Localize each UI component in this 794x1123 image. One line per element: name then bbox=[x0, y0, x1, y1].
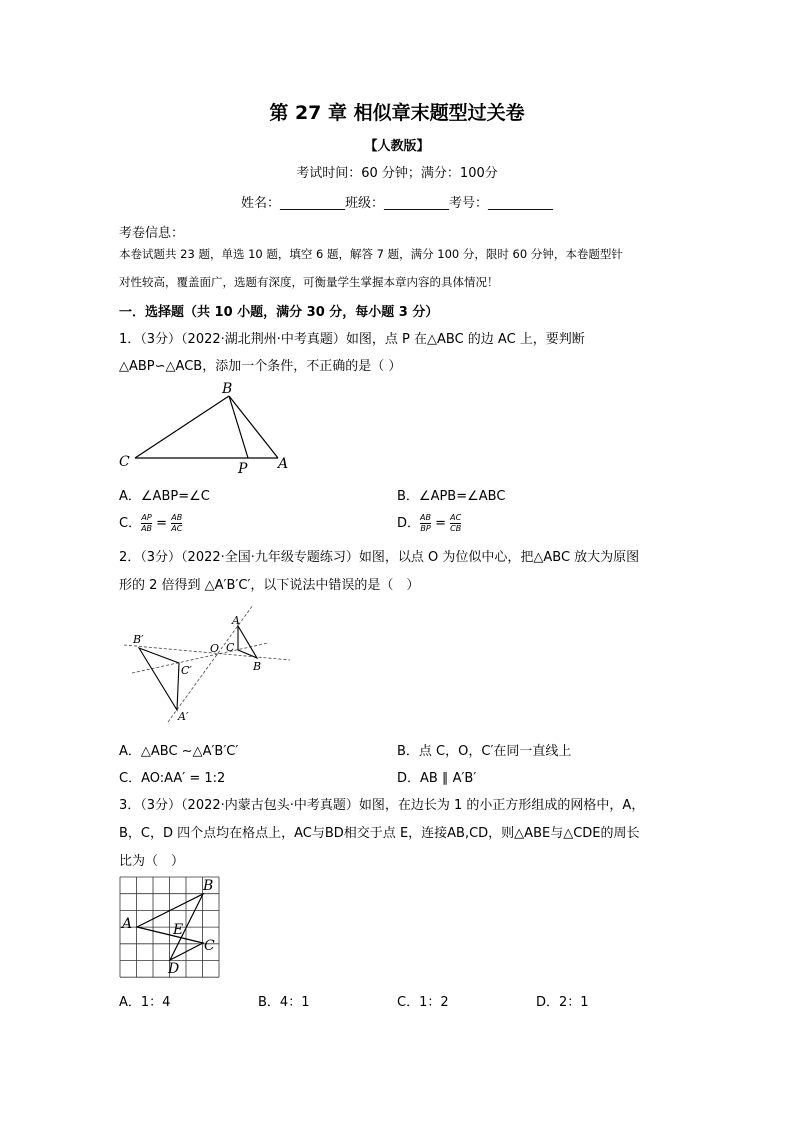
q2-label: B′ bbox=[133, 633, 144, 646]
fraction: $\frac{AC}{CB}$ bbox=[450, 513, 462, 533]
question-1-text: 1．（3分）（2022·湖北荆州·中考真题）如图，点 P 在△ABC 的边 AC 上，要判断 bbox=[119, 332, 585, 347]
question-2-text: 2．（3分）（2022·全国·九年级专题练习）如图，以点 O 为位似中心，把△ABC 放大为原图 bbox=[119, 550, 640, 565]
q3-option-b[interactable]: B．4：1 bbox=[258, 995, 310, 1010]
q1-label: C bbox=[119, 454, 130, 470]
q2-option-c[interactable]: C．AO:AA′ = 1:2 bbox=[119, 771, 226, 786]
q2-label: A bbox=[232, 614, 240, 627]
q2-label: C′ bbox=[181, 664, 192, 677]
q2-label: B bbox=[253, 660, 262, 673]
q1-label: A bbox=[278, 456, 289, 472]
info-line: 本卷试题共 23 题，单选 10 题，填空 6 题，解答 7 题，满分 100 分，限时 60 分钟，本卷题型针 bbox=[119, 247, 623, 261]
q2-label: C bbox=[226, 641, 235, 654]
q2-option-b[interactable]: B．点 C，O，C′在同一直线上 bbox=[397, 744, 572, 759]
q1-option-a[interactable]: A．∠ABP=∠C bbox=[119, 489, 210, 504]
question-3-text: B，C，D 四个点均在格点上，AC与BD相交于点 E，连接AB,CD，则△ABE与△CDE的周长 bbox=[119, 826, 640, 841]
page-title: 第 27 章 相似章末题型过关卷 bbox=[269, 102, 525, 124]
q3-label: C bbox=[204, 938, 215, 954]
q3-label: E bbox=[173, 922, 184, 938]
option-label: D． bbox=[397, 516, 421, 531]
q3-label: B bbox=[203, 878, 214, 894]
section-heading: 一．选择题（共 10 小题，满分 30 分，每小题 3 分） bbox=[119, 305, 439, 320]
info-line: 对性较高，覆盖面广，选题有深度，可衡量学生掌握本章内容的具体情况！ bbox=[119, 275, 499, 289]
q3-label: A bbox=[122, 916, 133, 932]
q2-option-d[interactable]: D．AB ∥ A′B′ bbox=[397, 771, 477, 786]
q2-label: A′ bbox=[178, 710, 189, 723]
q2-option-a[interactable]: A．△ABC ∼△A′B′C′ bbox=[119, 744, 239, 759]
q1-figure bbox=[135, 396, 278, 458]
question-2-text: 形的 2 倍得到 △A′B′C′，以下说法中错误的是（ ） bbox=[119, 578, 420, 593]
question-3-text: 3．（3分）（2022·内蒙古包头·中考真题）如图，在边长为 1 的小正方形组成的网格中，A， bbox=[119, 798, 645, 813]
edition: 【人教版】 bbox=[364, 139, 430, 154]
q1-option-b[interactable]: B．∠APB=∠ABC bbox=[397, 489, 506, 504]
option-label: C． bbox=[119, 516, 142, 531]
q1-option-d[interactable]: D． $\frac{AB}{BP}$ = $\frac{AC}{CB}$ bbox=[397, 513, 462, 533]
q1-label: B bbox=[222, 381, 233, 397]
q1-option-c[interactable]: C． $\frac{AP}{AB}$ = $\frac{AB}{AC}$ bbox=[119, 513, 183, 533]
question-1-text: △ABP∽△ACB，添加一个条件，不正确的是（ ） bbox=[119, 359, 402, 374]
student-line: 姓名：__________班级：__________考号：__________ bbox=[240, 196, 553, 211]
q3-option-a[interactable]: A．1：4 bbox=[119, 995, 171, 1010]
info-heading: 考卷信息： bbox=[119, 226, 185, 241]
fraction: $\frac{AP}{AB}$ bbox=[141, 513, 153, 533]
q2-label: O bbox=[210, 642, 220, 655]
fraction: $\frac{AB}{BP}$ bbox=[420, 513, 431, 533]
q1-label: P bbox=[238, 461, 248, 477]
q3-option-c[interactable]: C．1：2 bbox=[397, 995, 449, 1010]
q3-option-d[interactable]: D．2：1 bbox=[536, 995, 589, 1010]
question-3-text: 比为（ ） bbox=[119, 854, 185, 869]
fraction: $\frac{AB}{AC}$ bbox=[171, 513, 183, 533]
q3-label: D bbox=[168, 961, 180, 977]
exam-info: 考试时间：60 分钟；满分：100分 bbox=[296, 166, 498, 181]
